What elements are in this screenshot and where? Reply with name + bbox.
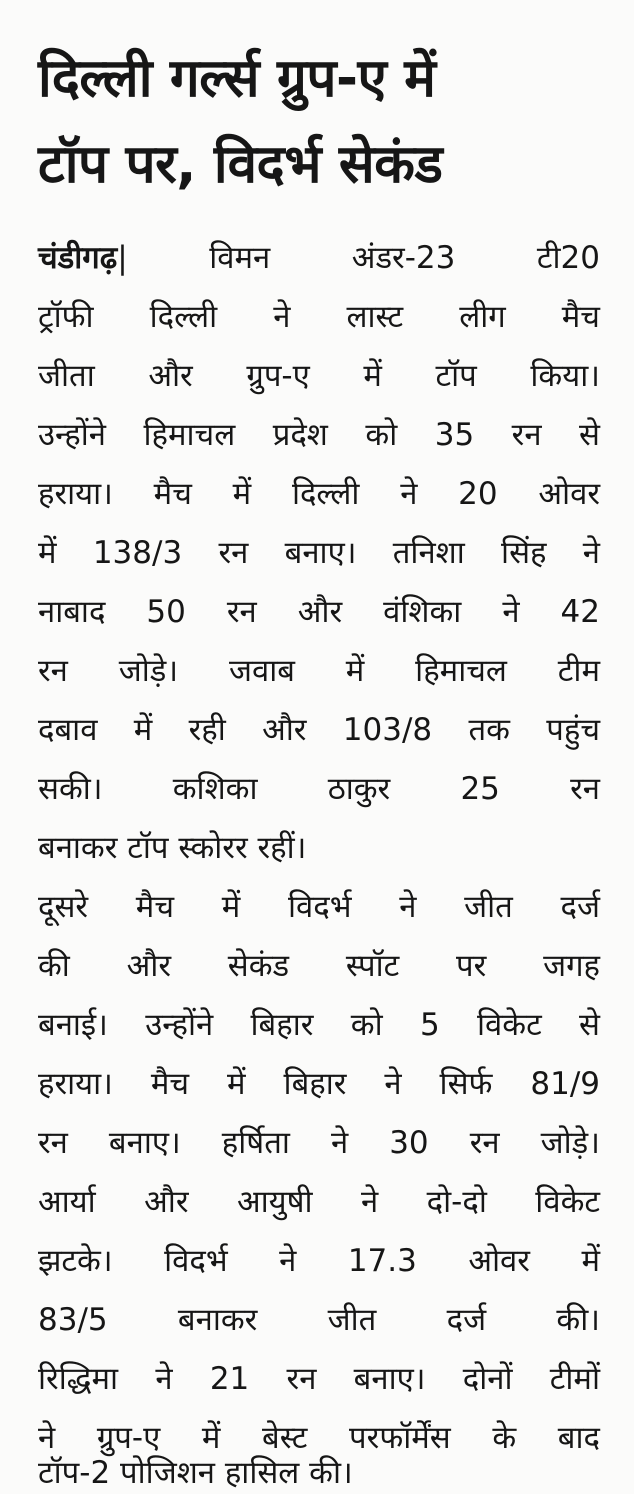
article-line-14: बनाई। उन्होंने बिहार को 5 विकेट से <box>38 1007 600 1043</box>
article-line-4: उन्होंने हिमाचल प्रदेश को 35 रन से <box>38 417 600 453</box>
article-line-1-text: विमन अंडर-23 टी20 <box>127 240 600 276</box>
article-line-19: 83/5 बनाकर जीत दर्ज की। <box>38 1302 600 1338</box>
headline-line-2: टॉप पर, विदर्भ सेकंड <box>38 134 443 195</box>
article-line-20: रिद्धिमा ने 21 रन बनाए। दोनों टीमों <box>38 1361 600 1397</box>
article-line-2: ट्रॉफी दिल्ली ने लास्ट लीग मैच <box>38 299 600 335</box>
article-line-16: रन बनाए। हर्षिता ने 30 रन जोड़े। <box>38 1125 600 1161</box>
article-line-3: जीता और ग्रुप-ए में टॉप किया। <box>38 358 600 394</box>
article-line-15: हराया। मैच में बिहार ने सिर्फ 81/9 <box>38 1066 600 1102</box>
article-line-7: नाबाद 50 रन और वंशिका ने 42 <box>38 594 600 630</box>
article-line-6: में 138/3 रन बनाए। तनिशा सिंह ने <box>38 535 600 571</box>
article-line-22: टॉप-2 पोजिशन हासिल की। <box>38 1455 353 1491</box>
article-line-21: ने ग्रुप-ए में बेस्ट परफॉर्मेंस के बाद <box>38 1420 600 1456</box>
article-line-17: आर्या और आयुषी ने दो-दो विकेट <box>38 1184 600 1220</box>
article-line-18: झटके। विदर्भ ने 17.3 ओवर में <box>38 1243 600 1279</box>
dateline-separator: | <box>117 240 128 276</box>
article-line-10: सकी। कशिका ठाकुर 25 रन <box>38 771 600 807</box>
article-line-8: रन जोड़े। जवाब में हिमाचल टीम <box>38 653 600 689</box>
dateline: चंडीगढ़ <box>38 240 118 276</box>
article-line-13: की और सेकंड स्पॉट पर जगह <box>38 948 600 984</box>
article-line-9: दबाव में रही और 103/8 तक पहुंच <box>38 712 600 748</box>
article-line-12: दूसरे मैच में विदर्भ ने जीत दर्ज <box>38 889 600 925</box>
article-line-1 <box>38 240 600 276</box>
headline-line-1: दिल्ली गर्ल्स ग्रुप-ए में <box>38 48 436 109</box>
article-line-11: बनाकर टॉप स्कोरर रहीं। <box>38 830 307 866</box>
article-line-5: हराया। मैच में दिल्ली ने 20 ओवर <box>38 476 600 512</box>
